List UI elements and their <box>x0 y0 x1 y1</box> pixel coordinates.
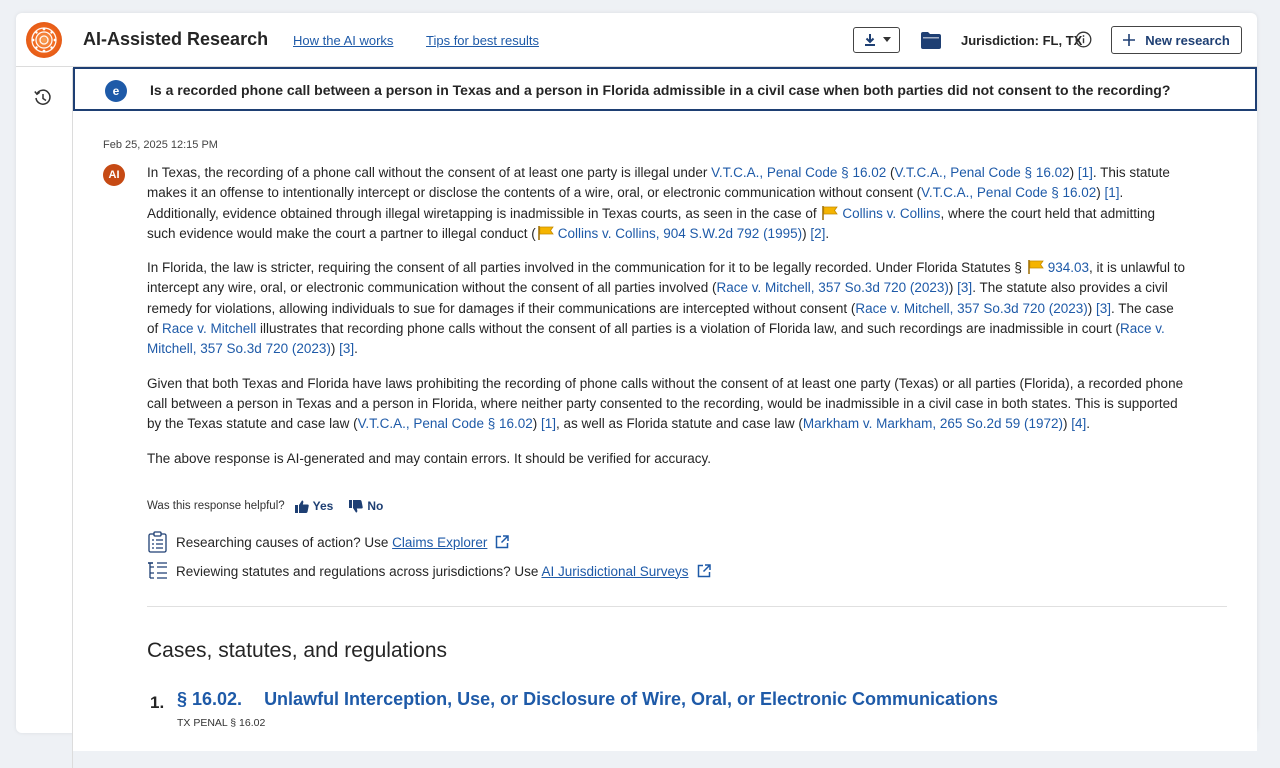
external-link-icon[interactable] <box>697 564 711 578</box>
user-badge: e <box>105 80 127 102</box>
left-sidebar <box>16 68 73 768</box>
thumbs-up-icon <box>295 500 309 513</box>
answer-paragraph-3 <box>147 374 1187 435</box>
result-title: Unlawful Interception, Use, or Disclosure of Wire, Oral, or Electronic Communications <box>264 689 999 709</box>
how-ai-works-link[interactable]: How the AI works <box>293 33 394 48</box>
answer-paragraph-2 <box>147 258 1187 359</box>
tips-link[interactable]: Tips for best results <box>426 33 539 48</box>
ai-badge: AI <box>103 164 125 186</box>
chevron-down-icon <box>883 37 891 43</box>
citation-link[interactable]: V.T.C.A., Penal Code § 16.02 <box>894 165 1070 180</box>
jurisdictional-surveys-link[interactable]: AI Jurisdictional Surveys <box>541 563 689 579</box>
no-label: No <box>367 499 384 513</box>
result-title-link[interactable] <box>177 689 998 710</box>
yes-label: Yes <box>312 499 334 513</box>
reference-link[interactable]: [1] <box>541 416 557 432</box>
reference-link[interactable]: [3] <box>339 341 355 357</box>
history-icon[interactable] <box>33 88 53 108</box>
answer-paragraph-1 <box>147 163 1187 244</box>
citation-link[interactable]: Markham v. Markham, 265 So.2d 59 (1972) <box>802 416 1064 432</box>
section-divider <box>147 606 1227 607</box>
question-bar <box>73 67 1257 111</box>
jurisdictional-surveys-tip <box>147 561 711 581</box>
text: . <box>1086 416 1091 432</box>
text: . Additionally, evidence obtained through illegal wiretapping is inadmissible in Texas courts, as seen in the case of <box>147 185 1124 221</box>
app-window <box>16 13 1257 733</box>
flag-icon <box>538 226 554 240</box>
text: illustrates that recording phone calls without the consent of all parties is a violation of Florida law, and such recordings are inadmissible in court ( <box>256 321 1120 337</box>
text: In Florida, the law is stricter, requiring the consent of all parties involved in the communication for it to be legally recorded. Under Florida Statutes § <box>147 260 1026 276</box>
text: . The statute also provides a civil remedy for violations, allowing individuals to sue for damages if their communications are intercepted without consent ( <box>147 280 1168 316</box>
text: Given that both Texas and Florida have laws prohibiting the recording of phone calls without the consent of at least one party (Texas) or all parties (Florida), a recorded phone call between a person in Texas and a person in Florida, where neither party consented to the recording, would be inadmissible in a civil case in both states. This is supported by the Texas statute and case law ( <box>147 375 1184 432</box>
timestamp: Feb 25, 2025 12:15 PM <box>103 139 218 151</box>
text: . This statute makes it an offense to intentionally intercept or disclose the contents of a wire, oral, or electronic communication without consent ( <box>147 165 1170 201</box>
reference-link[interactable]: [2] <box>810 225 826 241</box>
text: ) <box>1069 165 1078 180</box>
results-section-title: Cases, statutes, and regulations <box>147 639 448 662</box>
reference-link[interactable]: [4] <box>1071 416 1087 432</box>
citation-link[interactable]: Race v. Mitchell, 357 So.3d 720 (2023) <box>855 300 1088 316</box>
reference-link[interactable]: [3] <box>957 280 973 296</box>
disclaimer-text: The above response is AI-generated and may contain errors. It should be verified for accuracy. <box>147 450 712 466</box>
new-research-label: New research <box>1145 32 1230 48</box>
citation-link[interactable]: Collins v. Collins, 904 S.W.2d 792 (1995) <box>557 225 803 241</box>
citation-link[interactable]: V.T.C.A., Penal Code § 16.02 <box>921 185 1097 201</box>
text: ) <box>948 280 958 296</box>
plus-icon <box>1123 34 1135 46</box>
reference-link[interactable]: [1] <box>1077 165 1093 180</box>
answer-panel <box>73 111 1257 751</box>
text: . The case of <box>147 300 1174 337</box>
feedback-prompt: Was this response helpful? <box>147 500 285 512</box>
text: , as well as Florida statute and case law ( <box>556 416 803 432</box>
no-button[interactable] <box>349 499 383 513</box>
top-header <box>16 13 1257 67</box>
flag-icon <box>822 206 838 220</box>
folder-button[interactable] <box>918 27 944 53</box>
citation-link[interactable]: Race v. Mitchell <box>162 321 257 337</box>
text: , it is unlawful to intercept any wire, oral, or electronic communication without the consent of all parties involved ( <box>147 260 1186 296</box>
tip-text <box>176 564 689 579</box>
text: ( <box>886 165 895 180</box>
text: ) <box>1087 300 1096 316</box>
folder-icon <box>920 31 942 50</box>
result-number: 1. <box>150 693 165 712</box>
flag-icon <box>1028 260 1044 274</box>
reference-link[interactable]: [3] <box>1096 300 1112 316</box>
tip-text <box>176 535 487 550</box>
new-research-button[interactable] <box>1111 26 1242 54</box>
tip-label: Reviewing statutes and regulations across jurisdictions? Use <box>176 563 542 579</box>
download-button[interactable] <box>853 27 900 53</box>
claims-explorer-link[interactable]: Claims Explorer <box>392 534 488 550</box>
external-link-icon[interactable] <box>495 535 509 549</box>
text: In Texas, the recording of a phone call without the consent of at least one party is illegal under <box>147 165 712 180</box>
text: ) <box>532 416 541 432</box>
feedback-row <box>147 499 383 513</box>
citation-link[interactable]: Race v. Mitchell, 357 So.3d 720 (2023) <box>716 280 949 296</box>
text: , where the court held that admitting such evidence would make the court a partner to illegal conduct ( <box>147 205 1156 241</box>
tip-label: Researching causes of action? Use <box>176 534 393 550</box>
clipboard-icon <box>147 531 168 553</box>
citation-link[interactable]: V.T.C.A., Penal Code § 16.02 <box>357 416 533 432</box>
info-icon[interactable] <box>1075 31 1092 48</box>
text: . <box>354 341 358 357</box>
jurisdiction-label: Jurisdiction: FL, TX <box>961 33 1083 48</box>
citation-link[interactable]: Collins v. Collins <box>842 205 941 221</box>
text: . <box>825 225 830 241</box>
text: ) <box>1096 185 1105 201</box>
result-section: § 16.02. <box>177 689 243 709</box>
result-citation: TX PENAL § 16.02 <box>177 717 266 729</box>
text: ) <box>330 341 340 357</box>
citation-link[interactable]: Race v. Mitchell, 357 So.3d 720 (2023) <box>147 321 1165 357</box>
citation-link[interactable]: 934.03 <box>1047 260 1089 276</box>
list-tree-icon <box>147 561 168 581</box>
yes-button[interactable] <box>295 499 334 513</box>
app-title: AI-Assisted Research <box>83 29 269 49</box>
reference-link[interactable]: [1] <box>1104 185 1120 201</box>
text: ) <box>802 225 811 241</box>
brand-logo-icon[interactable] <box>26 22 62 58</box>
text: ) <box>1063 416 1072 432</box>
question-text: Is a recorded phone call between a person in Texas and a person in Florida admissible in a civil case when both parties did not consent to the recording? <box>150 82 1171 98</box>
claims-explorer-tip <box>147 531 509 553</box>
download-icon <box>863 33 877 47</box>
thumbs-down-icon <box>349 500 363 513</box>
citation-link[interactable]: V.T.C.A., Penal Code § 16.02 <box>711 165 887 180</box>
answer-body <box>147 163 1187 483</box>
